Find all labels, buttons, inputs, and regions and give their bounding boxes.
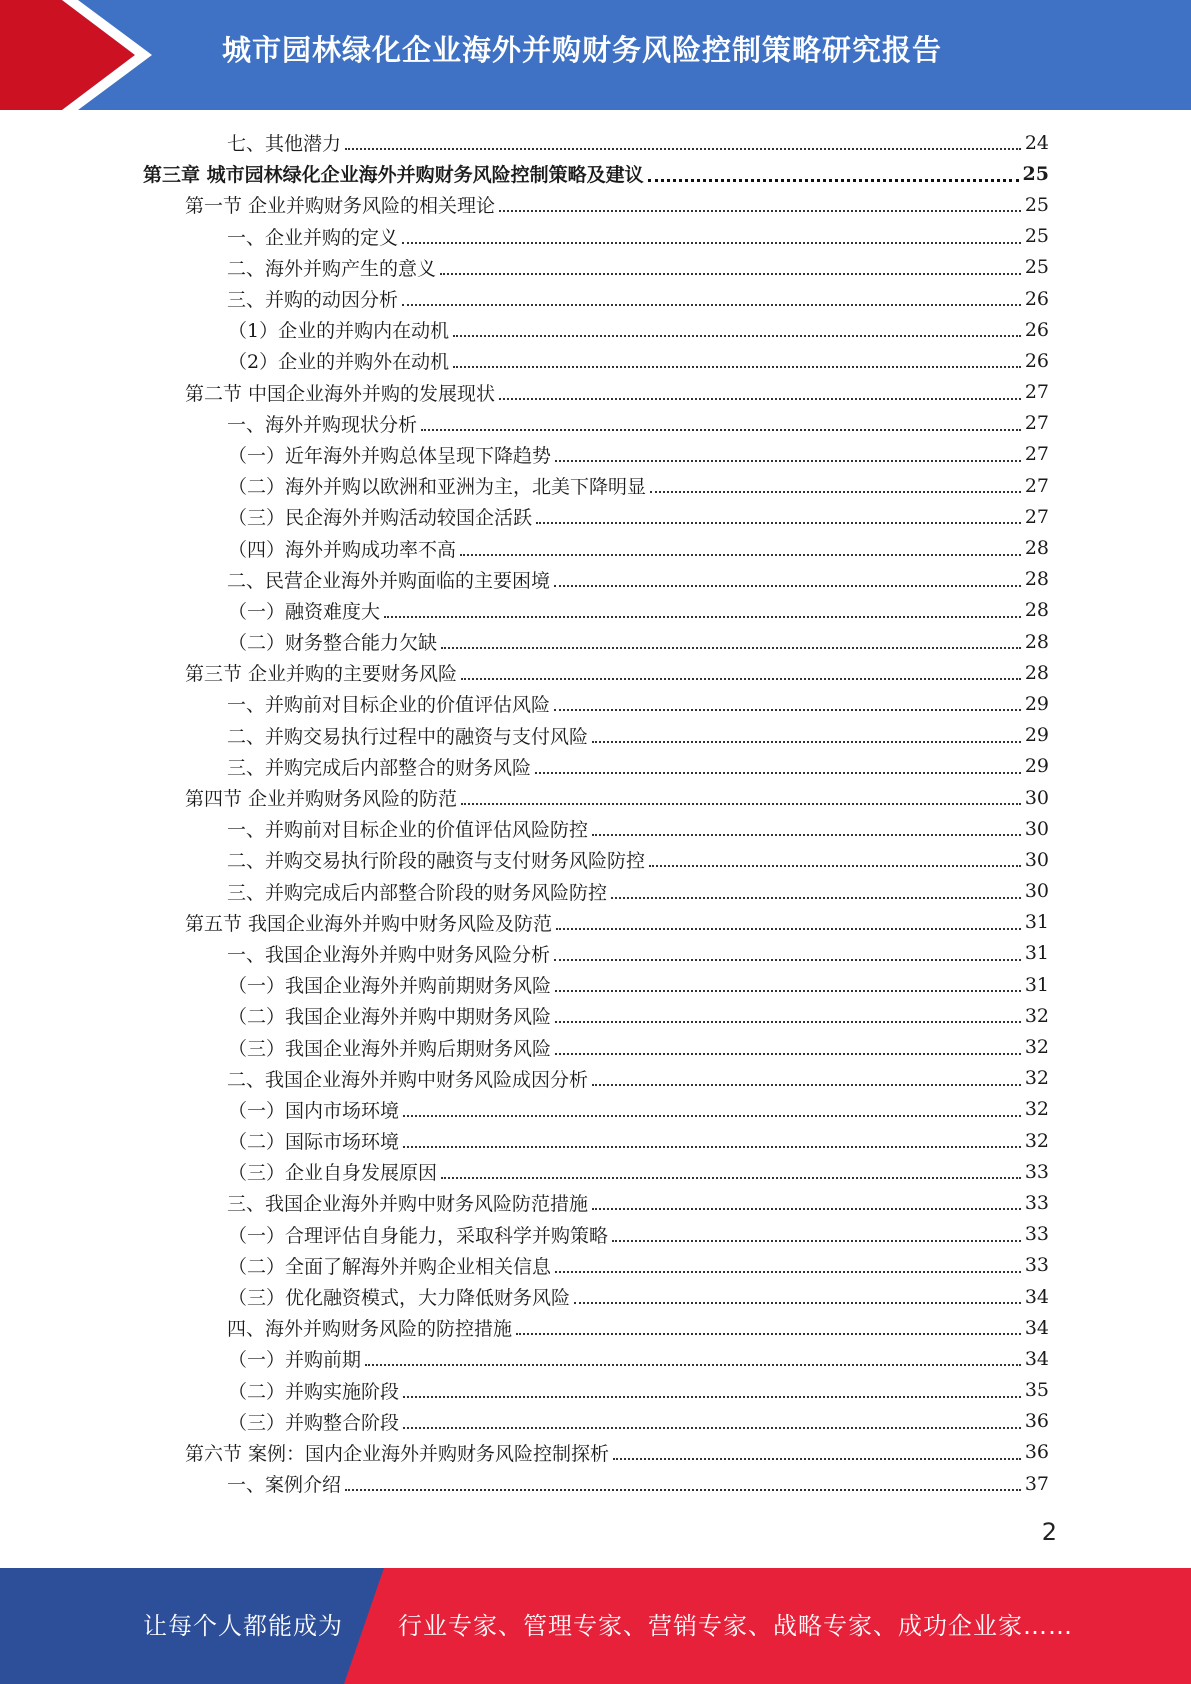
toc-entry-label: 三、并购完成后内部整合的财务风险: [227, 756, 532, 779]
toc-entry-label: 二、并购交易执行阶段的融资与支付财务风险防控: [227, 850, 646, 873]
toc-entry-label: 第二节 中国企业海外并购的发展现状: [185, 382, 496, 405]
toc-entry[interactable]: [0, 657, 1191, 688]
toc-entry-label: （三）并购整合阶段: [228, 1411, 400, 1434]
toc-dot-leader: [612, 1239, 1021, 1242]
toc-entry-label: （二）全面了解海外并购企业相关信息: [228, 1255, 552, 1278]
toc-dot-leader: [613, 1457, 1021, 1460]
toc-entry-page: 26: [1024, 318, 1049, 341]
toc-dot-leader: [365, 1363, 1021, 1366]
toc-entry[interactable]: [0, 969, 1191, 1000]
toc-entry[interactable]: [0, 158, 1191, 189]
toc-entry-page: 36: [1024, 1441, 1049, 1464]
toc-entry-label: 三、我国企业海外并购中财务风险防范措施: [227, 1193, 589, 1216]
toc-entry-page: 26: [1024, 349, 1049, 372]
toc-entry-page: 27: [1024, 474, 1049, 497]
toc-entry-label: （一）国内市场环境: [228, 1099, 400, 1122]
toc-dot-leader: [555, 1020, 1021, 1023]
toc-entry-label: 三、并购的动因分析: [227, 289, 399, 312]
toc-entry[interactable]: [0, 1250, 1191, 1281]
toc-entry[interactable]: [0, 1437, 1191, 1468]
toc-entry-page: 33: [1024, 1160, 1049, 1183]
toc-entry[interactable]: [0, 501, 1191, 532]
toc-entry-page: 29: [1024, 692, 1049, 715]
toc-entry[interactable]: [0, 782, 1191, 813]
toc-entry[interactable]: [0, 595, 1191, 626]
toc-entry-label: （三）优化融资模式，大力降低财务风险: [228, 1287, 571, 1310]
toc-entry-label: 一、案例介绍: [227, 1474, 342, 1497]
toc-entry-page: 34: [1024, 1316, 1049, 1339]
toc-entry-page: 24: [1024, 131, 1049, 154]
toc-dot-leader: [453, 334, 1021, 337]
toc-entry[interactable]: [0, 470, 1191, 501]
toc-entry-page: 27: [1024, 443, 1049, 466]
toc-entry[interactable]: [0, 1375, 1191, 1406]
toc-entry-label: 三、并购完成后内部整合阶段的财务风险防控: [227, 881, 608, 904]
toc-entry-page: 34: [1024, 1285, 1049, 1308]
toc-entry[interactable]: [0, 1031, 1191, 1062]
toc-entry[interactable]: [0, 1281, 1191, 1312]
toc-entry-page: 33: [1024, 1191, 1049, 1214]
toc-entry[interactable]: [0, 1406, 1191, 1437]
toc-entry[interactable]: [0, 876, 1191, 907]
toc-entry[interactable]: [0, 844, 1191, 875]
toc-entry[interactable]: [0, 1312, 1191, 1343]
toc-dot-leader: [592, 740, 1021, 743]
toc-entry-label: （一）近年海外并购总体呈现下降趋势: [228, 444, 552, 467]
toc-dot-leader: [574, 1301, 1021, 1304]
toc-entry-label: 二、海外并购产生的意义: [227, 257, 437, 280]
footer-slogan-left: 让每个人都能成为: [143, 1612, 343, 1640]
toc-entry-label: 一、海外并购现状分析: [227, 413, 418, 436]
toc-dot-leader: [592, 1207, 1021, 1210]
toc-dot-leader: [440, 272, 1021, 275]
toc-entry-label: 七、其他潜力: [227, 133, 342, 156]
toc-dot-leader: [441, 646, 1021, 649]
toc-dot-leader: [649, 864, 1021, 867]
toc-entry[interactable]: [0, 439, 1191, 470]
toc-entry[interactable]: [0, 408, 1191, 439]
toc-entry-page: 25: [1024, 256, 1049, 279]
toc-entry-label: （三）民企海外并购活动较国企活跃: [228, 507, 533, 530]
toc-entry[interactable]: [0, 345, 1191, 376]
toc-entry-page: 27: [1024, 412, 1049, 435]
toc-entry-page: 37: [1024, 1472, 1049, 1495]
toc-entry-page: 29: [1024, 755, 1049, 778]
toc-entry-page: 28: [1024, 599, 1049, 622]
toc-entry-page: 28: [1024, 568, 1049, 591]
toc-entry-page: 33: [1024, 1223, 1049, 1246]
toc-entry[interactable]: [0, 1219, 1191, 1250]
toc-dot-leader: [555, 1052, 1021, 1055]
toc-entry-label: （一）并购前期: [228, 1349, 362, 1372]
toc-entry[interactable]: [0, 688, 1191, 719]
toc-entry-label: （1）企业的并购内在动机: [228, 320, 450, 343]
toc-entry-page: 32: [1024, 1067, 1049, 1090]
toc-entry[interactable]: [0, 1125, 1191, 1156]
toc-entry[interactable]: [0, 314, 1191, 345]
toc-entry[interactable]: [0, 907, 1191, 938]
toc-entry-page: 31: [1024, 973, 1049, 996]
toc-entry[interactable]: [0, 377, 1191, 408]
toc-dot-leader: [453, 365, 1021, 368]
toc-dot-leader: [403, 1145, 1021, 1148]
toc-entry-label: （四）海外并购成功率不高: [228, 538, 457, 561]
toc-dot-leader: [402, 303, 1021, 306]
toc-entry-page: 26: [1024, 287, 1049, 310]
toc-entry-page: 32: [1024, 1036, 1049, 1059]
toc-entry-page: 31: [1024, 911, 1049, 934]
toc-entry-label: 第三章 城市园林绿化企业海外并购财务风险控制策略及建议: [143, 164, 644, 187]
toc-entry-label: 二、我国企业海外并购中财务风险成因分析: [227, 1068, 589, 1091]
toc-entry-page: 30: [1024, 817, 1049, 840]
toc-entry-page: 32: [1024, 1004, 1049, 1027]
toc-entry-label: 二、并购交易执行过程中的融资与支付风险: [227, 725, 589, 748]
toc-entry-page: 34: [1024, 1347, 1049, 1370]
toc-dot-leader: [554, 708, 1021, 711]
toc-dot-leader: [554, 958, 1021, 961]
header-arrow-icon: [0, 0, 180, 110]
toc-entry[interactable]: [0, 127, 1191, 158]
footer-slogan-right: 行业专家、管理专家、营销专家、战略专家、成功企业家……: [398, 1612, 1073, 1640]
page-number: 2: [1041, 1518, 1057, 1546]
toc-dot-leader: [499, 209, 1021, 212]
toc-entry-page: 30: [1024, 848, 1049, 871]
toc-dot-leader: [555, 989, 1021, 992]
toc-dot-leader: [592, 833, 1021, 836]
toc-entry-page: 31: [1024, 942, 1049, 965]
toc-entry-label: （二）并购实施阶段: [228, 1380, 400, 1403]
toc-entry[interactable]: [0, 938, 1191, 969]
toc-dot-leader: [554, 584, 1021, 587]
toc-entry[interactable]: [0, 1343, 1191, 1374]
toc-entry[interactable]: [0, 813, 1191, 844]
toc-entry[interactable]: [0, 1000, 1191, 1031]
toc-entry-page: 28: [1024, 661, 1049, 684]
toc-dot-leader: [441, 1176, 1021, 1179]
toc-entry-label: （一）合理评估自身能力，采取科学并购策略: [228, 1224, 609, 1247]
toc-entry-page: 32: [1024, 1129, 1049, 1152]
toc-dot-leader: [403, 1114, 1021, 1117]
toc-entry-label: （一）我国企业海外并购前期财务风险: [228, 975, 552, 998]
toc-entry-label: 一、企业并购的定义: [227, 226, 399, 249]
table-of-contents: [0, 127, 1191, 1499]
toc-entry-label: 第三节 企业并购的主要财务风险: [185, 663, 458, 686]
toc-entry[interactable]: [0, 1156, 1191, 1187]
toc-entry-page: 35: [1024, 1379, 1049, 1402]
toc-entry-label: 四、海外并购财务风险的防控措施: [227, 1318, 513, 1341]
toc-dot-leader: [555, 459, 1021, 462]
toc-entry-page: 28: [1024, 537, 1049, 560]
toc-entry-page: 25: [1024, 225, 1049, 248]
toc-entry[interactable]: [0, 1468, 1191, 1499]
page-footer: [0, 1568, 1191, 1684]
toc-entry-page: 27: [1024, 505, 1049, 528]
toc-entry-label: （二）我国企业海外并购中期财务风险: [228, 1006, 552, 1029]
toc-dot-leader: [460, 553, 1021, 556]
toc-entry-label: （二）海外并购以欧洲和亚洲为主，北美下降明显: [228, 476, 647, 499]
toc-entry-page: 32: [1024, 1098, 1049, 1121]
toc-dot-leader: [403, 1426, 1021, 1429]
toc-entry[interactable]: [0, 1063, 1191, 1094]
toc-entry-label: 二、民营企业海外并购面临的主要困境: [227, 569, 551, 592]
toc-entry-label: （三）企业自身发展原因: [228, 1162, 438, 1185]
toc-dot-leader: [461, 677, 1021, 680]
toc-entry[interactable]: [0, 751, 1191, 782]
toc-entry-page: 27: [1024, 381, 1049, 404]
toc-dot-leader: [592, 1083, 1021, 1086]
toc-entry-page: 36: [1024, 1410, 1049, 1433]
toc-entry-page: 33: [1024, 1254, 1049, 1277]
toc-entry-page: 25: [1022, 162, 1049, 185]
toc-entry[interactable]: [0, 221, 1191, 252]
toc-entry[interactable]: [0, 189, 1191, 220]
toc-entry-label: （三）我国企业海外并购后期财务风险: [228, 1037, 552, 1060]
toc-entry-label: 一、并购前对目标企业的价值评估风险: [227, 694, 551, 717]
toc-dot-leader: [556, 927, 1021, 930]
toc-entry-page: 29: [1024, 724, 1049, 747]
toc-entry[interactable]: [0, 626, 1191, 657]
toc-entry-label: 第五节 我国企业海外并购中财务风险及防范: [185, 912, 553, 935]
toc-entry-page: 30: [1024, 786, 1049, 809]
toc-dot-leader: [421, 428, 1021, 431]
toc-entry-label: （二）国际市场环境: [228, 1131, 400, 1154]
toc-dot-leader: [555, 1270, 1021, 1273]
toc-entry[interactable]: [0, 252, 1191, 283]
toc-dot-leader: [516, 1332, 1021, 1335]
toc-dot-leader: [403, 1395, 1021, 1398]
toc-dot-leader: [402, 241, 1021, 244]
toc-entry[interactable]: [0, 283, 1191, 314]
toc-entry[interactable]: [0, 1187, 1191, 1218]
toc-entry[interactable]: [0, 720, 1191, 751]
toc-entry-label: （一）融资难度大: [228, 600, 381, 623]
toc-dot-leader: [535, 771, 1021, 774]
toc-dot-leader: [611, 896, 1021, 899]
toc-dot-leader: [345, 1488, 1021, 1491]
toc-entry[interactable]: [0, 532, 1191, 563]
toc-entry-label: 第六节 案例：国内企业海外并购财务风险控制探析: [185, 1442, 610, 1465]
toc-dot-leader: [536, 521, 1021, 524]
toc-entry-label: 第一节 企业并购财务风险的相关理论: [185, 195, 496, 218]
toc-dot-leader: [648, 178, 1019, 182]
page-header: [0, 0, 1191, 110]
toc-dot-leader: [384, 615, 1021, 618]
toc-entry[interactable]: [0, 564, 1191, 595]
toc-entry-label: （2）企业的并购外在动机: [228, 351, 450, 374]
report-title: 城市园林绿化企业海外并购财务风险控制策略研究报告: [222, 33, 943, 67]
toc-entry-page: 30: [1024, 880, 1049, 903]
toc-entry-label: 第四节 企业并购财务风险的防范: [185, 788, 458, 811]
toc-entry-label: （二）财务整合能力欠缺: [228, 632, 438, 655]
toc-entry[interactable]: [0, 1094, 1191, 1125]
toc-entry-label: 一、并购前对目标企业的价值评估风险防控: [227, 819, 589, 842]
toc-entry-page: 25: [1024, 193, 1049, 216]
toc-dot-leader: [461, 802, 1021, 805]
toc-entry-label: 一、我国企业海外并购中财务风险分析: [227, 943, 551, 966]
toc-dot-leader: [499, 397, 1021, 400]
toc-dot-leader: [345, 147, 1021, 150]
toc-dot-leader: [650, 490, 1021, 493]
toc-entry-page: 28: [1024, 630, 1049, 653]
